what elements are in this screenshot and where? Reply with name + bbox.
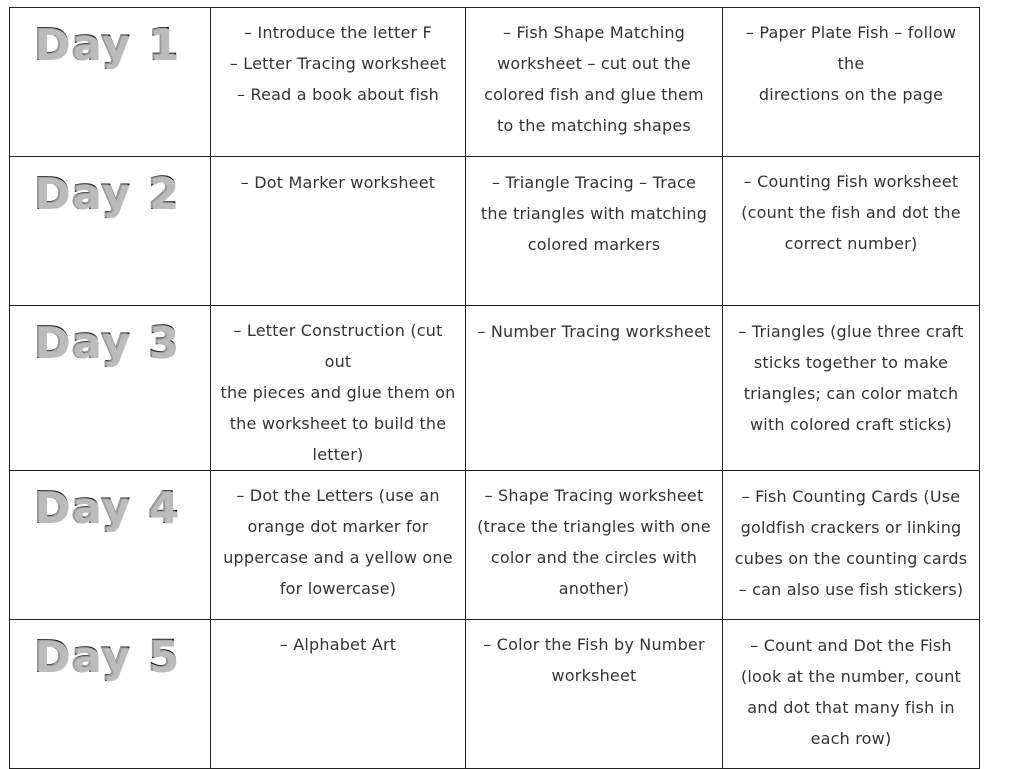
- activity-cell: [723, 471, 980, 620]
- day-row: [10, 8, 980, 157]
- day-label-cell: [10, 306, 211, 471]
- activity-text: – Paper Plate Fish – follow the directions on the page: [745, 23, 957, 104]
- day-label-cell: [10, 620, 211, 769]
- activity-cell: [723, 620, 980, 769]
- activity-text: – Fish Shape Matching worksheet – cut out the colored fish and glue them to the matching shapes: [484, 23, 704, 135]
- activity-cell: [466, 157, 723, 306]
- activity-text: – Shape Tracing worksheet (trace the triangles with one color and the circles with another): [477, 486, 711, 598]
- activity-text: – Triangles (glue three craft sticks together to make triangles; can color match with colored craft sticks): [738, 322, 964, 434]
- activity-text: – Triangle Tracing – Trace the triangles with matching colored markers: [480, 173, 708, 254]
- activity-text: – Alphabet Art: [279, 635, 397, 654]
- activity-text: – Number Tracing worksheet: [477, 322, 711, 341]
- activity-cell: [211, 620, 466, 769]
- activity-text: – Introduce the letter F – Letter Tracing worksheet – Read a book about fish: [229, 23, 447, 104]
- activity-cell: [211, 471, 466, 620]
- activity-cell: [211, 157, 466, 306]
- activity-cell: [723, 8, 980, 157]
- lesson-plan-table: [9, 7, 980, 769]
- day-label: Day 5: [34, 632, 210, 682]
- activity-cell: [211, 8, 466, 157]
- activity-text: – Fish Counting Cards (Use goldfish crackers or linking cubes on the counting cards – can also use fish stickers): [734, 487, 968, 599]
- activity-cell: [466, 306, 723, 471]
- day-label-cell: [10, 471, 211, 620]
- day-label-cell: [10, 157, 211, 306]
- day-row: [10, 157, 980, 306]
- activity-text: – Counting Fish worksheet (count the fish and dot the correct number): [741, 172, 961, 253]
- activity-cell: [466, 8, 723, 157]
- day-label: Day 3: [34, 318, 210, 368]
- day-label: Day 1: [34, 20, 210, 70]
- activity-cell: [211, 306, 466, 471]
- day-label: Day 4: [34, 483, 210, 533]
- activity-text: – Dot the Letters (use an orange dot marker for uppercase and a yellow one for lowercase): [223, 486, 453, 598]
- activity-cell: [723, 306, 980, 471]
- day-row: [10, 306, 980, 471]
- activity-cell: [723, 157, 980, 306]
- activity-text: – Count and Dot the Fish (look at the number, count and dot that many fish in each row): [740, 636, 962, 748]
- activity-text: – Dot Marker worksheet: [240, 173, 436, 192]
- day-label-cell: [10, 8, 211, 157]
- activity-cell: [466, 471, 723, 620]
- day-row: [10, 471, 980, 620]
- activity-cell: [466, 620, 723, 769]
- day-label: Day 2: [34, 169, 210, 219]
- activity-text: – Letter Construction (cut out the pieces and glue them on the worksheet to build the letter): [220, 321, 456, 464]
- activity-text: – Color the Fish by Number worksheet: [483, 635, 705, 685]
- day-row: [10, 620, 980, 769]
